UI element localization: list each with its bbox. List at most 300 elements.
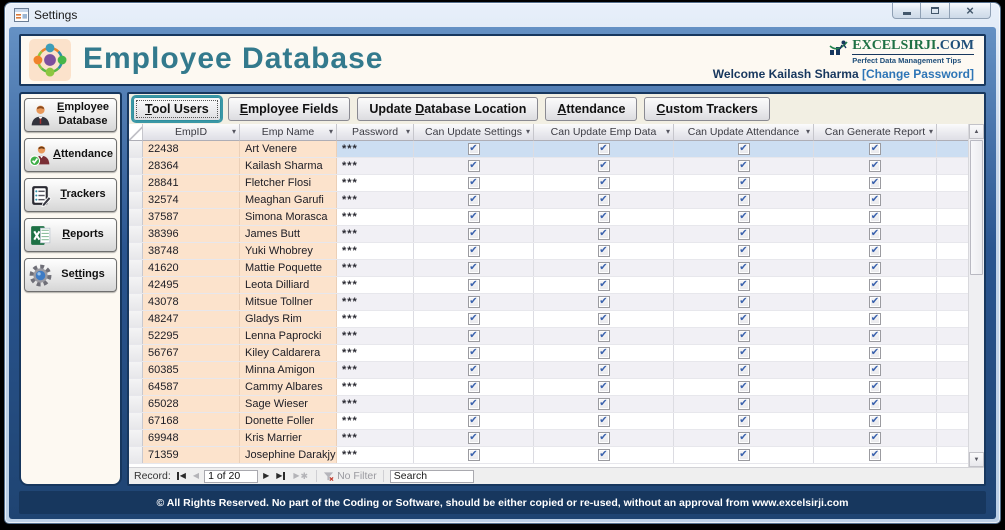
check-cell [534,294,674,310]
sidebar-item-label: Trackers [60,188,106,201]
checkbox[interactable]: ✔ [469,313,478,324]
checkbox[interactable]: ✔ [469,347,478,358]
checkbox[interactable]: ✔ [739,364,748,375]
tab-attendance[interactable]: Attendance [545,97,637,121]
emp-name-cell[interactable]: Simona Morasca [240,209,337,225]
emp-name-cell[interactable]: Leota Dilliard [240,277,337,293]
row-selector[interactable] [129,345,143,361]
check-cell [414,141,534,157]
password-cell[interactable]: *** [337,141,414,157]
password-cell[interactable]: *** [337,294,414,310]
row-selector[interactable] [129,175,143,191]
check-cell [674,396,814,412]
check-cell [414,192,534,208]
checkbox[interactable]: ✔ [870,313,880,324]
checkbox[interactable]: ✔ [870,415,880,426]
search-input[interactable] [390,470,474,483]
app-header [19,34,986,86]
row-selector[interactable] [129,260,143,276]
checkbox[interactable]: ✔ [469,432,478,443]
checkbox[interactable]: ✔ [599,228,608,239]
table-row [129,226,968,243]
check-cell [534,226,674,242]
check-cell [414,328,534,344]
check-cell [414,447,534,463]
table-row [129,396,968,413]
sidebar-item-label: Employee Database [57,101,109,127]
emp-name-cell[interactable]: Mitsue Tollner [240,294,337,310]
empid-cell[interactable]: 52295 [143,328,240,344]
check-cell [534,328,674,344]
row-selector[interactable] [129,277,143,293]
check-cell [674,413,814,429]
sidebar-item-trackers[interactable] [24,178,117,212]
filter-dropdown-icon[interactable]: ▾ [328,127,333,136]
checkbox[interactable]: ✔ [870,228,880,239]
row-gutter [937,362,968,378]
emp-name-cell[interactable]: Art Venere [240,141,337,157]
checkbox[interactable]: ✔ [870,143,880,154]
checkbox[interactable]: ✔ [599,364,608,375]
first-record-button[interactable]: ◀ [174,472,188,480]
table-row [129,345,968,362]
brand [829,39,974,65]
checkbox[interactable]: ✔ [469,415,478,426]
password-cell[interactable]: *** [337,192,414,208]
check-cell [814,158,937,174]
checkbox[interactable]: ✔ [739,143,748,154]
empid-cell[interactable]: 41620 [143,260,240,276]
empid-cell[interactable]: 38396 [143,226,240,242]
empid-cell[interactable]: 71359 [143,447,240,463]
sidebar-item-employee-database[interactable] [24,98,117,132]
sidebar-item-attendance[interactable] [24,138,117,172]
row-gutter [937,430,968,446]
datasheet-grid [129,124,968,467]
checkbox[interactable]: ✔ [870,279,880,290]
row-gutter [937,345,968,361]
tab-tool-users[interactable]: Tool Users [133,97,221,121]
next-record-button[interactable]: ▶ [263,471,270,480]
check-cell [814,345,937,361]
checkbox[interactable]: ✔ [739,449,748,460]
empid-cell[interactable]: 28364 [143,158,240,174]
empid-cell[interactable]: 22438 [143,141,240,157]
checkbox[interactable]: ✔ [599,194,608,205]
check-cell [534,209,674,225]
check-cell [674,362,814,378]
row-gutter [937,413,968,429]
check-cell [674,430,814,446]
checkbox[interactable]: ✔ [870,262,880,273]
checkbox[interactable]: ✔ [739,330,748,341]
restore-button[interactable] [921,3,949,19]
empid-cell[interactable]: 32574 [143,192,240,208]
check-cell [414,430,534,446]
row-selector[interactable] [129,396,143,412]
checkbox[interactable]: ✔ [739,245,748,256]
checkbox[interactable]: ✔ [870,432,880,443]
password-cell[interactable]: *** [337,345,414,361]
password-cell[interactable]: *** [337,413,414,429]
table-header-row [129,124,968,141]
table-row [129,447,968,464]
password-cell[interactable]: *** [337,260,414,276]
checkbox[interactable]: ✔ [469,228,478,239]
minimize-button[interactable] [892,3,921,19]
checkbox[interactable]: ✔ [870,211,880,222]
check-cell [414,158,534,174]
check-cell [414,294,534,310]
emp-name-cell[interactable]: James Butt [240,226,337,242]
window-title: Settings [34,8,78,22]
row-gutter [937,311,968,327]
checkbox[interactable]: ✔ [870,347,880,358]
sidebar-item-label: Reports [62,228,104,241]
check-cell [674,260,814,276]
emp-name-cell[interactable]: Gladys Rim [240,311,337,327]
check-cell [814,294,937,310]
table-row [129,260,968,277]
check-cell [414,311,534,327]
checkbox[interactable]: ✔ [739,262,748,273]
checkbox[interactable]: ✔ [739,381,748,392]
row-selector[interactable] [129,294,143,310]
column-header-can-update-attendance[interactable]: Can Update Attendance ▾ [674,124,814,141]
scroll-up-icon[interactable]: ▲ [969,124,984,139]
checkbox[interactable]: ✔ [599,160,608,171]
checkbox[interactable]: ✔ [599,143,608,154]
row-gutter [937,175,968,191]
check-cell [674,175,814,191]
checkbox[interactable]: ✔ [469,245,478,256]
row-selector[interactable] [129,226,143,242]
table-row [129,430,968,447]
check-cell [674,379,814,395]
empid-cell[interactable]: 37587 [143,209,240,225]
checkbox[interactable]: ✔ [870,160,880,171]
checkbox[interactable]: ✔ [739,296,748,307]
tab-update-database-location[interactable]: Update Database Location [357,97,538,121]
header-right [713,39,974,81]
titlebar[interactable] [5,3,1000,27]
row-gutter [937,294,968,310]
new-record-button[interactable]: ▶ ✱ [293,470,309,481]
app-logo-icon [29,39,71,81]
emp-name-cell[interactable]: Cammy Albares [240,379,337,395]
brand-text[interactable] [852,39,974,65]
brand-logo-icon [829,39,849,56]
check-cell [814,175,937,191]
password-cell[interactable]: *** [337,362,414,378]
checkbox[interactable]: ✔ [599,313,608,324]
check-cell [814,379,937,395]
empid-cell[interactable]: 28841 [143,175,240,191]
check-cell [814,362,937,378]
row-selector[interactable] [129,192,143,208]
footer-copyright: © All Rights Reserved. No part of the Coding or Software, should be either copied or re-used, without an approval from www.excelsirji.com [19,491,986,514]
checkbox[interactable]: ✔ [739,177,748,188]
empid-cell[interactable]: 48247 [143,311,240,327]
filter-status[interactable] [323,470,377,482]
row-selector[interactable] [129,209,143,225]
row-selector[interactable] [129,430,143,446]
password-cell[interactable]: *** [337,226,414,242]
sidebar [19,92,122,486]
empid-cell[interactable]: 38748 [143,243,240,259]
check-cell [674,192,814,208]
table-row [129,158,968,175]
column-header-can-update-emp-data[interactable]: Can Update Emp Data ▾ [534,124,674,141]
check-cell [814,413,937,429]
empid-cell[interactable]: 65028 [143,396,240,412]
checkbox[interactable]: ✔ [469,449,478,460]
column-header-empid[interactable]: EmpID ▾ [143,124,240,141]
column-header-can-update-settings[interactable]: Can Update Settings ▾ [414,124,534,141]
check-cell [534,345,674,361]
password-cell[interactable]: *** [337,379,414,395]
main-panel [127,92,986,486]
row-gutter [937,158,968,174]
empid-cell[interactable]: 43078 [143,294,240,310]
password-cell[interactable]: *** [337,158,414,174]
filter-dropdown-icon[interactable]: ▾ [405,127,410,136]
row-gutter [937,396,968,412]
header-gutter [937,124,968,141]
app-window [4,2,1001,524]
emp-name-cell[interactable]: Donette Foller [240,413,337,429]
password-cell[interactable]: *** [337,277,414,293]
divider [383,470,384,482]
checkbox[interactable]: ✔ [599,381,608,392]
check-cell [414,175,534,191]
checkbox[interactable]: ✔ [599,347,608,358]
empid-cell[interactable]: 69948 [143,430,240,446]
scroll-down-icon[interactable]: ▼ [969,452,984,467]
checkbox[interactable]: ✔ [469,364,478,375]
check-cell [674,447,814,463]
checkbox[interactable]: ✔ [599,245,608,256]
checkbox[interactable]: ✔ [870,449,880,460]
check-cell [414,345,534,361]
check-cell [414,396,534,412]
check-cell [534,413,674,429]
checkbox[interactable]: ✔ [739,228,748,239]
checkbox[interactable]: ✔ [599,330,608,341]
window-controls [892,3,991,19]
check-cell [414,413,534,429]
empid-cell[interactable]: 42495 [143,277,240,293]
empid-cell[interactable]: 60385 [143,362,240,378]
checkbox[interactable]: ✔ [739,279,748,290]
password-cell[interactable]: *** [337,396,414,412]
emp-name-cell[interactable]: Yuki Whobrey [240,243,337,259]
empid-cell[interactable]: 64587 [143,379,240,395]
row-selector[interactable] [129,379,143,395]
checkbox[interactable]: ✔ [599,296,608,307]
checkbox[interactable]: ✔ [739,432,748,443]
emp-name-cell[interactable]: Minna Amigon [240,362,337,378]
emp-name-cell[interactable]: Meaghan Garufi [240,192,337,208]
checkbox[interactable]: ✔ [599,415,608,426]
checkbox[interactable]: ✔ [739,347,748,358]
check-cell [814,209,937,225]
table-row [129,413,968,430]
restore-icon [931,7,939,14]
select-all-corner[interactable] [129,124,143,141]
password-cell[interactable]: *** [337,430,414,446]
checkbox[interactable]: ✔ [739,313,748,324]
filter-dropdown-icon[interactable]: ▾ [805,127,810,136]
check-cell [534,447,674,463]
check-cell [674,209,814,225]
previous-record-button[interactable]: ◀ [192,471,200,480]
checkbox[interactable]: ✔ [870,245,880,256]
emp-name-cell[interactable]: Kailash Sharma [240,158,337,174]
check-cell [814,328,937,344]
checkbox[interactable]: ✔ [739,398,748,409]
filter-dropdown-icon[interactable]: ▾ [928,127,933,136]
welcome-text: Welcome Kailash Sharma [712,67,859,81]
tab-custom-trackers[interactable]: Custom Trackers [644,97,769,121]
password-cell[interactable]: *** [337,311,414,327]
checkbox[interactable]: ✔ [599,449,608,460]
close-button[interactable] [949,3,991,19]
checkbox[interactable]: ✔ [469,211,478,222]
change-password-link[interactable]: [Change Password] [861,67,974,81]
checkbox[interactable]: ✔ [599,279,608,290]
empid-cell[interactable]: 67168 [143,413,240,429]
check-cell [534,175,674,191]
emp-name-cell[interactable]: Mattie Poquette [240,260,337,276]
row-selector[interactable] [129,362,143,378]
sidebar-item-reports[interactable] [24,218,117,252]
row-selector[interactable] [129,447,143,463]
row-selector[interactable] [129,141,143,157]
emp-name-cell[interactable]: Sage Wieser [240,396,337,412]
sidebar-item-settings[interactable] [24,258,117,292]
checkbox[interactable]: ✔ [870,177,880,188]
table-row [129,379,968,396]
check-cell [414,260,534,276]
emp-name-cell[interactable]: Kris Marrier [240,430,337,446]
checkbox[interactable]: ✔ [469,381,478,392]
checkbox[interactable]: ✔ [469,330,478,341]
checkbox[interactable]: ✔ [739,194,748,205]
check-cell [414,226,534,242]
filter-dropdown-icon[interactable]: ▾ [525,127,530,136]
password-cell[interactable]: *** [337,328,414,344]
check-cell [534,260,674,276]
checkbox[interactable]: ✔ [469,177,478,188]
checkbox[interactable]: ✔ [469,296,478,307]
tab-employee-fields[interactable]: Employee Fields [228,97,351,121]
checkbox[interactable]: ✔ [739,211,748,222]
checkbox[interactable]: ✔ [870,381,880,392]
check-cell [814,141,937,157]
emp-name-cell[interactable]: Kiley Caldarera [240,345,337,361]
checkbox[interactable]: ✔ [599,177,608,188]
check-cell [534,430,674,446]
checkbox[interactable]: ✔ [870,364,880,375]
no-filter-label: No Filter [337,470,377,482]
empid-cell[interactable]: 56767 [143,345,240,361]
checkbox[interactable]: ✔ [599,398,608,409]
check-cell [674,294,814,310]
emp-name-cell[interactable]: Fletcher Flosi [240,175,337,191]
check-cell [814,396,937,412]
filter-dropdown-icon[interactable]: ▾ [665,127,670,136]
row-gutter [937,243,968,259]
column-header-emp-name[interactable]: Emp Name ▾ [240,124,337,141]
checkbox[interactable]: ✔ [599,211,608,222]
vertical-scrollbar[interactable] [968,124,984,467]
check-cell [814,226,937,242]
check-cell [534,379,674,395]
row-gutter [937,379,968,395]
emp-name-cell[interactable]: Lenna Paprocki [240,328,337,344]
check-cell [414,379,534,395]
checkbox[interactable]: ✔ [469,398,478,409]
table-row [129,362,968,379]
row-gutter [937,277,968,293]
row-selector[interactable] [129,243,143,259]
check-cell [814,243,937,259]
column-header-password[interactable]: Password ▾ [337,124,414,141]
checkbox[interactable]: ✔ [870,194,880,205]
password-cell[interactable]: *** [337,447,414,463]
row-selector[interactable] [129,328,143,344]
checkbox[interactable]: ✔ [469,194,478,205]
checkbox[interactable]: ✔ [599,432,608,443]
check-cell [814,430,937,446]
checkbox[interactable]: ✔ [469,262,478,273]
record-position-box[interactable]: 1 of 20 [204,470,258,483]
column-header-can-generate-report[interactable]: Can Generate Report ▾ [814,124,937,141]
password-cell[interactable]: *** [337,243,414,259]
checkbox[interactable]: ✔ [870,296,880,307]
checkbox[interactable]: ✔ [469,279,478,290]
checkbox[interactable]: ✔ [870,398,880,409]
check-cell [414,209,534,225]
row-selector[interactable] [129,311,143,327]
row-gutter [937,260,968,276]
table-row [129,141,968,158]
password-cell[interactable]: *** [337,175,414,191]
row-gutter [937,141,968,157]
row-gutter [937,447,968,463]
employee-icon [28,103,53,128]
emp-name-cell[interactable]: Josephine Darakjy [240,447,337,463]
last-record-button[interactable]: ▶ [274,472,288,480]
checkbox[interactable]: ✔ [599,262,608,273]
filter-dropdown-icon[interactable]: ▾ [231,127,236,136]
checkbox[interactable]: ✔ [469,143,478,154]
check-cell [414,277,534,293]
row-selector[interactable] [129,413,143,429]
checkbox[interactable]: ✔ [739,160,748,171]
password-cell[interactable]: *** [337,209,414,225]
table-row [129,192,968,209]
row-selector[interactable] [129,158,143,174]
checkbox[interactable]: ✔ [870,330,880,341]
trackers-icon [28,183,53,208]
checkbox[interactable]: ✔ [469,160,478,171]
record-navigation-bar [129,467,984,484]
scrollbar-thumb[interactable] [970,140,983,275]
checkbox[interactable]: ✔ [739,415,748,426]
check-cell [674,345,814,361]
